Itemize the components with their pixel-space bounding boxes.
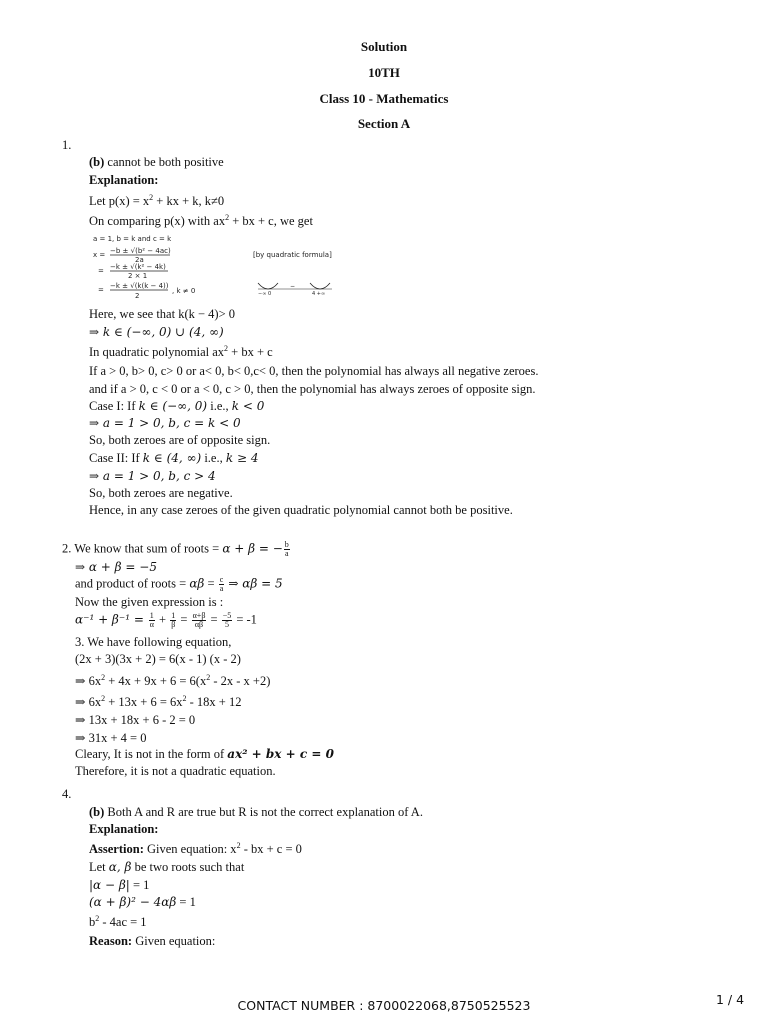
math: k ≥ 4 (225, 451, 259, 465)
reason-tag: Reason: (89, 934, 133, 948)
text: b (89, 915, 96, 929)
numerator: c (219, 575, 224, 584)
text: = 1 (129, 878, 150, 892)
text: Case I: If (89, 399, 139, 413)
q1-answer-text: cannot be both positive (104, 155, 224, 169)
text: - 4ac = 1 (99, 915, 147, 929)
denominator: 5 (224, 620, 229, 629)
text: Let (89, 860, 109, 874)
text: Let p(x) = x (89, 194, 150, 208)
math: α + β = − (222, 541, 283, 556)
answer-text: Both A and R are true but R is not the correct explanation of A. (104, 805, 423, 819)
math: α, β (108, 860, 132, 874)
text: - 2x - x +2) (210, 674, 271, 688)
numerator: α+β (192, 611, 206, 620)
text: = (177, 612, 191, 627)
q3-line: ⇒ 13x + 18x + 6 - 2 = 0 (75, 713, 196, 727)
superscript: 2 (101, 694, 106, 703)
fig-curve-left (258, 283, 278, 289)
text: - bx + c = 0 (240, 842, 302, 856)
q1-answer (89, 155, 224, 170)
text: i.e., (207, 399, 232, 413)
q3-conclusion: Therefore, it is not a quadratic equation. (75, 764, 276, 778)
q1-line: If a > 0, b> 0, c> 0 or a< 0, b< 0,c< 0, then the polynomial has always all negative zeroes. (89, 364, 539, 378)
text: + (155, 612, 170, 627)
text: On comparing p(x) with ax (89, 214, 226, 228)
text: be two roots such that (131, 860, 245, 874)
q1-math-line: ⇒ k ∈ (−∞, 0) ∪ (4, ∞) (89, 325, 224, 339)
superscript: 2 (225, 213, 230, 222)
math: ax² + bx + c = 0 (227, 747, 334, 761)
fig-eq: = (98, 267, 104, 275)
fraction (149, 612, 155, 629)
superscript: 2 (101, 673, 106, 682)
q4-line (89, 895, 196, 910)
fig-line-1: a = 1, b = k and c = k (93, 235, 172, 243)
text: = 1 (176, 895, 196, 909)
fraction (192, 612, 207, 629)
fig-num-4: −k ± √(k(k − 4)) (110, 282, 169, 290)
q3-line: 3. We have following equation, (75, 635, 232, 649)
q3-line: (2x + 3)(3x + 2) = 6(x - 1) (x - 2) (75, 652, 241, 666)
math: ⇒ αβ = 5 (228, 576, 283, 591)
q4-explanation-heading: Explanation: (89, 822, 159, 836)
q3-line (75, 747, 334, 762)
numerator: 1 (171, 611, 176, 620)
superscript: 2 (236, 841, 241, 850)
text: In quadratic polynomial ax (89, 345, 225, 359)
q1-line (89, 194, 224, 209)
q3-line (75, 694, 241, 710)
denominator: β (171, 620, 176, 629)
q3-line (75, 673, 270, 689)
fig-line-2: x = (93, 251, 106, 259)
q2-expression (75, 612, 257, 629)
q2-line (62, 541, 291, 558)
text: Given equation: (132, 934, 216, 948)
q4-number: 4. (62, 787, 72, 801)
q4-line (89, 860, 244, 875)
text: - 18x + 12 (186, 695, 242, 709)
contact-footer: CONTACT NUMBER : 8700022068,8750525523 (237, 998, 531, 1013)
fig-den-2: 2a (135, 256, 144, 264)
q2-line (75, 576, 283, 593)
text: ⇒ 6x (75, 695, 102, 709)
fraction (170, 612, 176, 629)
fig-curve-right (310, 283, 330, 289)
fraction (219, 576, 225, 593)
text: i.e., (201, 451, 226, 465)
q1-case-1 (89, 399, 264, 414)
math: α⁻¹ + β⁻¹ = (75, 612, 148, 627)
q4-reason (89, 934, 215, 949)
q1-line (89, 345, 273, 360)
denominator: a (285, 549, 289, 558)
superscript: 2 (95, 914, 100, 923)
math: k < 0 (231, 399, 265, 413)
q1-case-2 (89, 451, 258, 466)
q4-line (89, 915, 147, 930)
q1-line: So, both zeroes are of opposite sign. (89, 433, 271, 447)
fig-num-3: −k ± √(k² − 4k) (110, 263, 166, 271)
fig-num-2: −b ± √(b² − 4ac) (110, 247, 171, 255)
q1-explanation-heading: Explanation: (89, 173, 159, 187)
q1-line: So, both zeroes are negative. (89, 486, 233, 500)
page-number: 1 / 4 (716, 992, 745, 1007)
q1-conclusion: Hence, in any case zeroes of the given quadratic polynomial cannot both be positive. (89, 503, 513, 517)
fig-eq: = (98, 286, 104, 294)
fraction (222, 612, 233, 629)
fig-den-3: 2 × 1 (128, 272, 148, 280)
q1-line: and if a > 0, c < 0 or a < 0, c > 0, then the polynomial has always zeroes of opposite sign. (89, 382, 536, 396)
page-title: Solution (360, 39, 408, 54)
grade-label: 10TH (368, 65, 400, 80)
q1-line (89, 214, 313, 229)
denominator: αβ (194, 620, 204, 629)
math: k ∈ (−∞, 0) (138, 399, 208, 413)
fig-tick: 4 +∞ (312, 291, 326, 297)
math: αβ (189, 576, 205, 591)
q1-math-line: ⇒ a = 1 > 0, b, c > 4 (89, 469, 216, 483)
superscript: 2 (182, 694, 187, 703)
fig-cond: , k ≠ 0 (172, 287, 196, 295)
numerator: −5 (222, 611, 232, 620)
math: k ∈ (4, ∞) (142, 451, 202, 465)
denominator: α (149, 620, 154, 629)
quadratic-formula-figure (90, 233, 345, 303)
text: ⇒ 6x (75, 674, 102, 688)
q1-answer-tag: (b) (89, 155, 105, 169)
q3-line: ⇒ 31x + 4 = 0 (75, 731, 147, 745)
text: Case II: If (89, 451, 143, 465)
q1-number: 1. (62, 138, 72, 152)
q4-assertion (89, 842, 302, 857)
superscript: 2 (149, 193, 154, 202)
fig-note: [by quadratic formula] (253, 251, 332, 259)
text: + 13x + 6 = 6x (105, 695, 183, 709)
fig-tick: −∞ 0 (258, 291, 272, 297)
math: (α + β)² − 4αβ (89, 895, 177, 909)
answer-tag: (b) (89, 805, 105, 819)
fraction (284, 541, 290, 558)
superscript: 2 (206, 673, 211, 682)
q2-math-line: ⇒ α + β = −5 (75, 560, 157, 574)
text: Cleary, It is not in the form of (75, 747, 228, 761)
numerator: 1 (149, 611, 154, 620)
q4-answer (89, 805, 423, 820)
superscript: 2 (224, 344, 229, 353)
fig-tick: − (290, 283, 296, 290)
q1-math-line: ⇒ a = 1 > 0, b, c = k < 0 (89, 416, 241, 430)
denominator: a (219, 584, 224, 593)
subject-label: Class 10 - Mathematics (319, 91, 449, 106)
section-label: Section A (357, 116, 411, 131)
text: + kx + k, k≠0 (153, 194, 225, 208)
text: Given equation: x (143, 842, 237, 856)
text: 2. We know that sum of roots = (62, 541, 223, 556)
assertion-tag: Assertion: (89, 842, 144, 856)
text: and product of roots = (75, 576, 190, 591)
text: = -1 (233, 612, 257, 627)
text: + bx + c, we get (229, 214, 313, 228)
q2-line: Now the given expression is : (75, 595, 224, 609)
text: + bx + c (228, 345, 273, 359)
numerator: b (284, 540, 289, 549)
text: = (204, 576, 218, 591)
q4-line (89, 878, 149, 893)
text: + 4x + 9x + 6 = 6(x (105, 674, 207, 688)
fig-den-4: 2 (135, 292, 140, 300)
math: |α − β| (89, 878, 130, 892)
text: = (207, 612, 221, 627)
q1-line: Here, we see that k(k − 4)> 0 (89, 307, 235, 321)
